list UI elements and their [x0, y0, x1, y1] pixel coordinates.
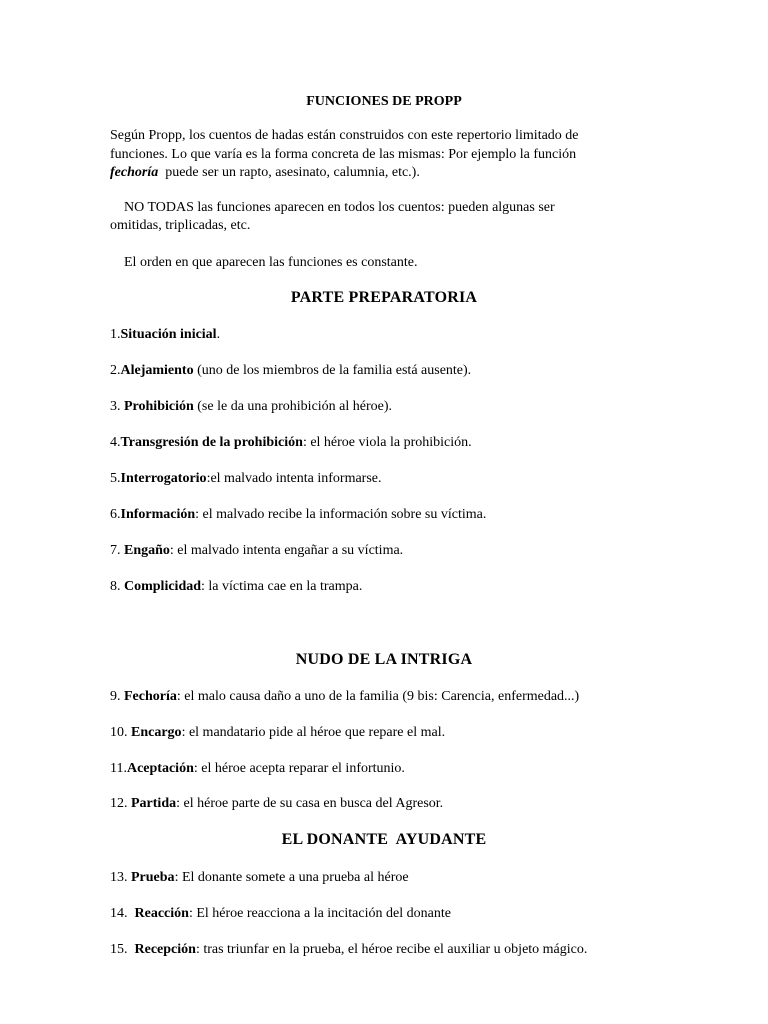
- function-item: [110, 398, 392, 416]
- function-item: [110, 941, 587, 959]
- intro-line-2: funciones. Lo que varía es la forma concreta de las mismas: Por ejemplo la función: [110, 147, 577, 162]
- item-term: Prohibición: [120, 399, 194, 414]
- item-description: : el héroe viola la prohibición.: [302, 435, 472, 450]
- item-description: : El héroe reacciona a la incitación del donante: [188, 906, 451, 921]
- item-description: : el mandatario pide al héroe que repare el mal.: [181, 725, 446, 740]
- item-number: 15.: [110, 942, 135, 957]
- note1-line-2: omitidas, triplicadas, etc.: [110, 218, 251, 233]
- item-number: 11.: [110, 761, 127, 776]
- item-number: 4.: [110, 435, 121, 450]
- item-number: 9.: [110, 689, 124, 704]
- item-number: 7.: [110, 543, 124, 558]
- note2-line: El orden en que aparecen las funciones es constante.: [124, 255, 418, 270]
- function-item: [110, 578, 362, 596]
- item-term: Reacción: [134, 906, 189, 921]
- item-description: : el héroe parte de su casa en busca del Agresor.: [176, 796, 444, 811]
- function-item: [110, 688, 579, 706]
- item-description: :el malvado intenta informarse.: [206, 471, 382, 486]
- document-title: FUNCIONES DE PROPP: [306, 94, 462, 109]
- item-description: (se le da una prohibición al héroe).: [193, 399, 393, 414]
- function-item: [110, 724, 445, 742]
- item-number: 5.: [110, 471, 121, 486]
- item-term: Interrogatorio: [120, 471, 207, 486]
- item-description: (uno de los miembros de la familia está ausente).: [193, 363, 472, 378]
- function-item: [110, 795, 443, 813]
- function-item: [110, 470, 382, 488]
- item-description: : el malvado recibe la información sobre su víctima.: [195, 507, 487, 522]
- item-term: Encargo: [131, 725, 182, 740]
- function-item: [110, 434, 472, 452]
- item-number: 6.: [110, 507, 121, 522]
- item-description: : el malvado intenta engañar a su víctima.: [169, 543, 404, 558]
- section-heading-el-donante-ayudante: EL DONANTE AYUDANTE: [281, 831, 487, 848]
- item-number: 10.: [110, 725, 131, 740]
- item-term: Partida: [131, 796, 177, 811]
- function-item: [110, 905, 451, 923]
- intro-term-fechoria: fechoría: [110, 165, 159, 180]
- item-term: Complicidad: [124, 579, 202, 594]
- item-description: : el héroe acepta reparar el infortunio.: [193, 761, 405, 776]
- item-number: 14.: [110, 906, 135, 921]
- item-description: : el malo causa daño a uno de la familia (9 bis: Carencia, enfermedad...): [176, 689, 580, 704]
- intro-line-1: Según Propp, los cuentos de hadas están construidos con este repertorio limitado de: [110, 128, 579, 143]
- note1-line-1: NO TODAS las funciones aparecen en todos los cuentos: pueden algunas ser: [124, 200, 555, 215]
- function-item: [110, 542, 403, 560]
- function-item: [110, 362, 471, 380]
- item-description: : El donante somete a una prueba al héroe: [174, 870, 409, 885]
- section-heading-nudo-de-la-intriga: NUDO DE LA INTRIGA: [295, 651, 473, 668]
- item-term: Aceptación: [126, 761, 194, 776]
- item-number: 3.: [110, 399, 121, 414]
- function-item: [110, 326, 220, 344]
- section-heading-parte-preparatoria: PARTE PREPARATORIA: [290, 289, 478, 306]
- item-term: Situación inicial: [120, 327, 217, 342]
- item-term: Prueba: [131, 870, 175, 885]
- intro-line-3-rest: puede ser un rapto, asesinato, calumnia, etc.).: [158, 165, 420, 180]
- item-term: Transgresión de la prohibición: [120, 435, 303, 450]
- item-term: Recepción: [134, 942, 196, 957]
- item-term: Engaño: [124, 543, 170, 558]
- function-item: [110, 869, 409, 887]
- item-term: Alejamiento: [120, 363, 194, 378]
- item-description: .: [216, 327, 221, 342]
- item-number: 12.: [110, 796, 131, 811]
- item-number: 13.: [110, 870, 131, 885]
- item-number: 1.: [110, 327, 121, 342]
- item-term: Fechoría: [124, 689, 177, 704]
- item-description: : tras triunfar en la prueba, el héroe recibe el auxiliar u objeto mágico.: [195, 942, 588, 957]
- item-description: : la víctima cae en la trampa.: [201, 579, 363, 594]
- intro-line-3: [110, 164, 420, 182]
- item-number: 8.: [110, 579, 124, 594]
- function-item: [110, 760, 405, 778]
- item-term: Información: [120, 507, 196, 522]
- item-number: 2.: [110, 363, 121, 378]
- function-item: [110, 506, 486, 524]
